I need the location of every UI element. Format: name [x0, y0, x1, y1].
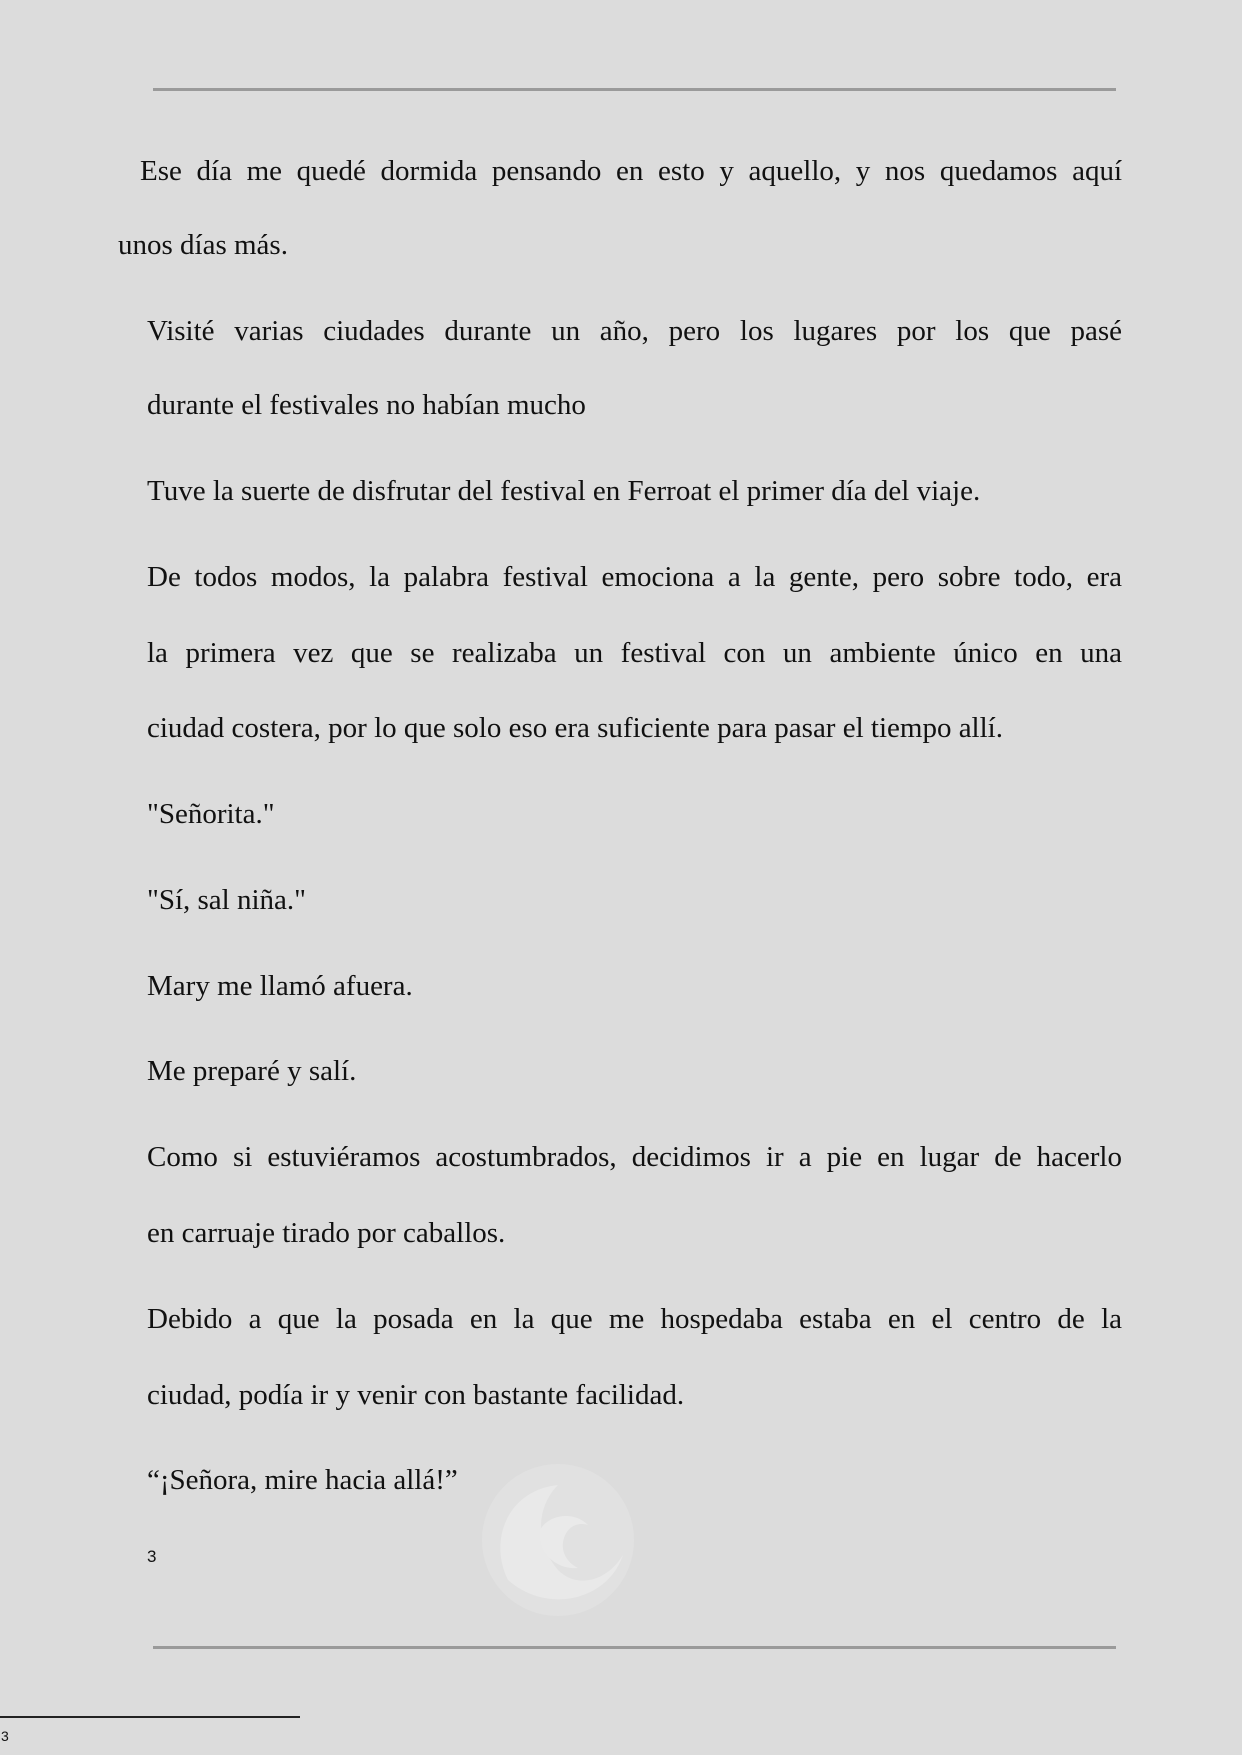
text-line-8: ciudad costera, por lo que solo eso era suficiente para pasar el tiempo allí.: [147, 712, 1003, 744]
text-line-11: Mary me llamó afuera.: [147, 970, 413, 1002]
text-line-10: "Sí, sal niña.": [147, 884, 307, 916]
footnote-number: 3: [1, 1728, 9, 1744]
text-line-5: Tuve la suerte de disfrutar del festival en Ferroat el primer día del viaje.: [147, 475, 981, 507]
page-marker: 3: [147, 1547, 157, 1566]
text-line-17: “¡Señora, mire hacia allá!”: [147, 1464, 458, 1496]
top-rule: [153, 88, 1116, 91]
text-line-14: en carruaje tirado por caballos.: [147, 1217, 506, 1249]
text-line-4: durante el festivales no habían mucho: [147, 389, 586, 421]
bottom-rule: [153, 1646, 1116, 1649]
text-line-6: De todos modos, la palabra festival emociona a la gente, pero sobre todo, era: [147, 561, 1122, 593]
text-line-15: Debido a que la posada en la que me hospedaba estaba en el centro de la: [147, 1303, 1122, 1335]
text-line-1: Ese día me quedé dormida pensando en esto y aquello, y nos quedamos aquí: [140, 155, 1122, 187]
crescent-logo-watermark: [478, 1460, 638, 1620]
text-line-13: Como si estuviéramos acostumbrados, decidimos ir a pie en lugar de hacerlo: [147, 1141, 1122, 1173]
text-line-2: unos días más.: [118, 229, 288, 261]
footnote-separator: [0, 1716, 300, 1718]
text-line-16: ciudad, podía ir y venir con bastante facilidad.: [147, 1379, 685, 1411]
text-line-9: "Señorita.": [147, 798, 275, 830]
text-line-3: Visité varias ciudades durante un año, pero los lugares por los que pasé: [147, 315, 1122, 347]
text-line-7: la primera vez que se realizaba un festival con un ambiente único en una: [147, 637, 1122, 669]
text-line-12: Me preparé y salí.: [147, 1055, 357, 1087]
